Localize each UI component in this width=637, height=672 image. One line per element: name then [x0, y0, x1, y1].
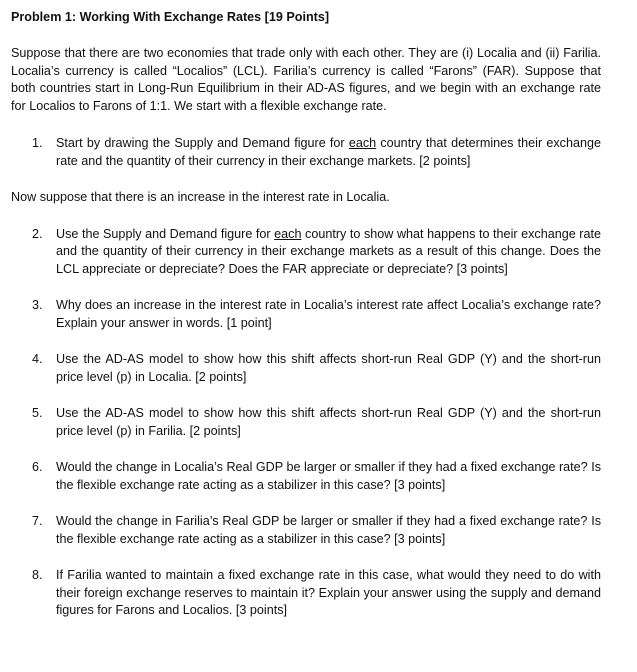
question-number: 4.	[32, 352, 43, 366]
question-text: Would the change in Localia’s Real GDP be larger or smaller if they had a fixed exchange rate? Is the flexible exchange rate acting as a stabilizer in this case? [3 points]	[56, 460, 601, 492]
question-number: 8.	[32, 568, 43, 582]
question-number: 3.	[32, 298, 43, 312]
question-text-post: country that determines their exchange rate and the quantity of their currency in their exchange markets. [2 points]	[56, 136, 601, 168]
question-number: 6.	[32, 460, 43, 474]
question-text-post: country to show what happens to their exchange rate and the quantity of their currency in their exchange markets as a result of this change. Does the LCL appreciate or depreciate? Does the FAR appreciate or depreciate? [3 points]	[56, 226, 601, 276]
question-text: Use the AD-AS model to show how this shift affects short-run Real GDP (Y) and the short-run price level (p) in Localia. [2 points]	[56, 352, 601, 384]
transition-paragraph: Now suppose that there is an increase in the interest rate in Localia.	[11, 190, 390, 204]
question-5	[32, 405, 601, 440]
problem-title: Problem 1: Working With Exchange Rates [19 Points]	[11, 10, 330, 24]
question-number: 2.	[32, 226, 43, 241]
question-4	[32, 351, 601, 386]
question-1	[32, 135, 601, 170]
question-number: 1.	[32, 136, 43, 150]
question-text: If Farilia wanted to maintain a fixed exchange rate in this case, what would they need to do with their foreign exchange reserves to maintain it? Explain your answer using the supply and demand figures for Farons and Localios. [3 points]	[56, 568, 601, 617]
question-text	[56, 135, 601, 170]
question-text	[56, 226, 601, 279]
question-7	[32, 513, 601, 548]
question-text-pre: Start by drawing the Supply and Demand figure for	[56, 136, 349, 150]
underlined-word: each	[348, 136, 377, 150]
question-number: 7.	[32, 514, 43, 528]
question-text-pre: Use the Supply and Demand figure for	[56, 226, 275, 241]
question-2	[32, 226, 601, 279]
question-text: Why does an increase in the interest rate in Localia’s interest rate affect Localia’s exchange rate? Explain your answer in words. [1 point]	[56, 298, 601, 330]
intro-paragraph: Suppose that there are two economies that trade only with each other. They are (i) Localia and (ii) Farilia. Localia’s currency is called “Localios” (LCL). Farilia’s currency is called “Farons” (FAR). Suppose that both countries start in Long-Run Equilibrium in their AD-AS figures, and we begin with an exchange rate for Localios to Farons of 1:1. We start with a flexible exchange rate.	[11, 46, 601, 113]
question-text: Use the AD-AS model to show how this shift affects short-run Real GDP (Y) and the short-run price level (p) in Farilia. [2 points]	[56, 406, 601, 438]
question-6	[32, 459, 601, 494]
question-8	[32, 567, 601, 620]
question-3	[32, 297, 601, 332]
question-text: Would the change in Farilia’s Real GDP be larger or smaller if they had a fixed exchange rate? Is the flexible exchange rate acting as a stabilizer in this case? [3 points]	[56, 514, 601, 546]
underlined-word: each	[274, 226, 302, 241]
question-number: 5.	[32, 406, 43, 420]
